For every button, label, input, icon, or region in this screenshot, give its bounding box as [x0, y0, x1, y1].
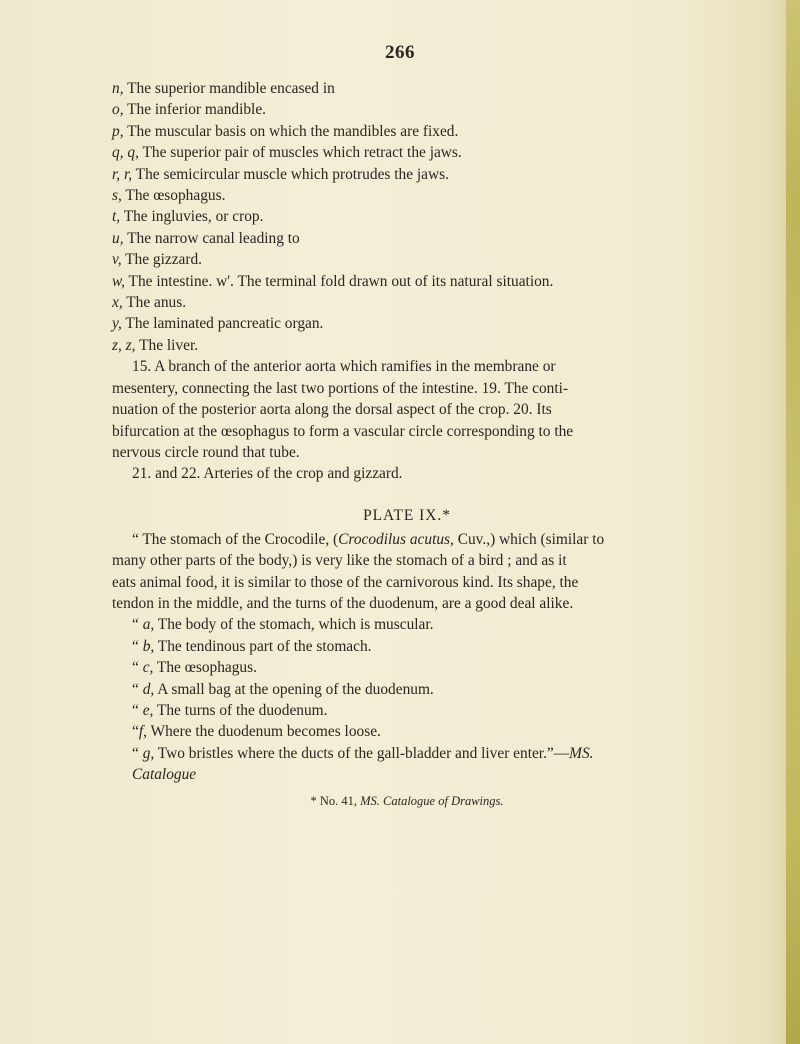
entry-text: The superior pair of muscles which retract the jaws.	[138, 144, 462, 162]
entry-letter: e,	[142, 701, 154, 719]
paragraph-15	[112, 356, 702, 463]
entry-letter: t,	[112, 208, 121, 226]
entry-quote: “	[132, 744, 143, 762]
plate-heading: PLATE IX.*	[363, 506, 451, 524]
entry-letter: q, q,	[112, 144, 139, 162]
text-line: nervous circle round that tube.	[112, 443, 300, 461]
plate-entry	[112, 700, 702, 721]
plate-entry	[112, 636, 702, 657]
text-line: nuation of the posterior aorta along the dorsal aspect of the crop. 20. Its	[112, 401, 552, 419]
species-name: Crocodilus acutus,	[338, 530, 454, 548]
page-content	[112, 78, 702, 810]
legend-entry	[112, 313, 702, 334]
plate-entry	[112, 743, 702, 764]
entry-text: The liver.	[135, 336, 199, 354]
entry-letter: d,	[142, 680, 155, 698]
plate-intro	[112, 529, 702, 615]
entry-quote: “	[132, 616, 143, 634]
entry-text: Where the duodenum becomes loose.	[146, 723, 381, 741]
entry-text: The semicircular muscle which protrudes the jaws.	[132, 165, 449, 183]
legend-entry	[112, 271, 702, 292]
entry-text: The inferior mandible.	[123, 101, 267, 119]
entry-quote: “	[132, 680, 143, 698]
text-line: 21. and 22. Arteries of the crop and gizzard.	[132, 465, 403, 483]
entry-letter: o,	[112, 101, 124, 119]
text-line: eats animal food, it is similar to those of the carnivorous kind. Its shape, the	[112, 573, 579, 591]
legend-entry	[112, 121, 702, 142]
legend-entry	[112, 164, 702, 185]
entry-letter: v,	[112, 251, 122, 269]
page-edge	[786, 0, 800, 1044]
entry-letter: n,	[112, 80, 124, 97]
legend-entry	[112, 142, 702, 163]
entry-letter: z, z,	[112, 336, 136, 354]
text-span: Cuv.,) which (similar to	[453, 530, 605, 548]
legend-entry	[112, 292, 702, 313]
entry-text: The muscular basis on which the mandibles are fixed.	[123, 122, 459, 140]
entry-text: The superior mandible encased in	[123, 80, 335, 97]
text-line: 15. A branch of the anterior aorta which ramifies in the membrane or	[132, 358, 556, 376]
plate-entry	[112, 721, 702, 742]
entry-text: The ingluvies, or crop.	[120, 208, 264, 226]
entry-letter: u,	[112, 229, 124, 247]
entry-letter: a,	[142, 616, 155, 634]
entry-text: The intestine. w'. The terminal fold drawn out of its natural situation.	[124, 272, 554, 290]
entry-letter: p,	[112, 122, 124, 140]
footnote-italic: MS. Catalogue of Drawings.	[360, 793, 504, 808]
entry-letter: x,	[112, 294, 123, 312]
figure-legend	[112, 78, 702, 356]
entry-text: The œsophagus.	[153, 659, 257, 677]
legend-entry	[112, 206, 702, 227]
entry-letter: b,	[142, 637, 155, 655]
entry-text: The œsophagus.	[121, 187, 226, 205]
text-line: tendon in the middle, and the turns of the duodenum, are a good deal alike.	[112, 594, 574, 612]
legend-entry	[112, 228, 702, 249]
legend-entry	[112, 185, 702, 206]
legend-entry	[112, 249, 702, 270]
plate-entry	[112, 657, 702, 678]
entry-text: Two bristles where the ducts of the gall-bladder and liver enter.”—	[154, 744, 570, 762]
entry-quote: “	[132, 637, 143, 655]
entry-letter: r, r,	[112, 165, 133, 183]
ms-reference: MS.	[569, 744, 594, 762]
legend-entry	[112, 78, 702, 99]
entry-text: The body of the stomach, which is muscular.	[154, 616, 434, 634]
entry-letter: s,	[112, 187, 122, 205]
entry-text: The gizzard.	[121, 251, 203, 269]
plate-entry	[112, 614, 702, 635]
text-line	[112, 529, 702, 550]
entry-quote: “	[132, 723, 139, 741]
entry-quote: “	[132, 659, 143, 677]
page-number: 266	[385, 42, 415, 63]
text-line: many other parts of the body,) is very like the stomach of a bird ; and as it	[112, 552, 567, 570]
footnote	[112, 792, 702, 810]
text-line: bifurcation at the œsophagus to form a vascular circle corresponding to the	[112, 422, 574, 440]
text-span: “ The stomach of the Crocodile, (	[132, 530, 339, 548]
entry-text: A small bag at the opening of the duodenum.	[154, 680, 434, 698]
entry-quote: “	[132, 701, 143, 719]
legend-entry	[112, 99, 702, 120]
text-line: mesentery, connecting the last two portions of the intestine. 19. The conti-	[112, 379, 569, 397]
entry-letter: c,	[142, 659, 154, 677]
plate-legend	[112, 614, 702, 764]
legend-entry	[112, 335, 702, 356]
plate-entry	[112, 679, 702, 700]
entry-text: The narrow canal leading to	[123, 229, 300, 247]
entry-letter: w,	[112, 272, 125, 290]
entry-text: The anus.	[122, 294, 187, 312]
catalogue-ref: Catalogue	[132, 766, 197, 784]
entry-text: The turns of the duodenum.	[153, 701, 328, 719]
entry-letter: f,	[138, 723, 147, 741]
entry-text: The laminated pancreatic organ.	[121, 315, 324, 333]
entry-letter: y,	[112, 315, 122, 333]
footnote-text: * No. 41,	[310, 793, 361, 808]
entry-letter: g,	[142, 744, 155, 762]
entry-text: The tendinous part of the stomach.	[154, 637, 372, 655]
